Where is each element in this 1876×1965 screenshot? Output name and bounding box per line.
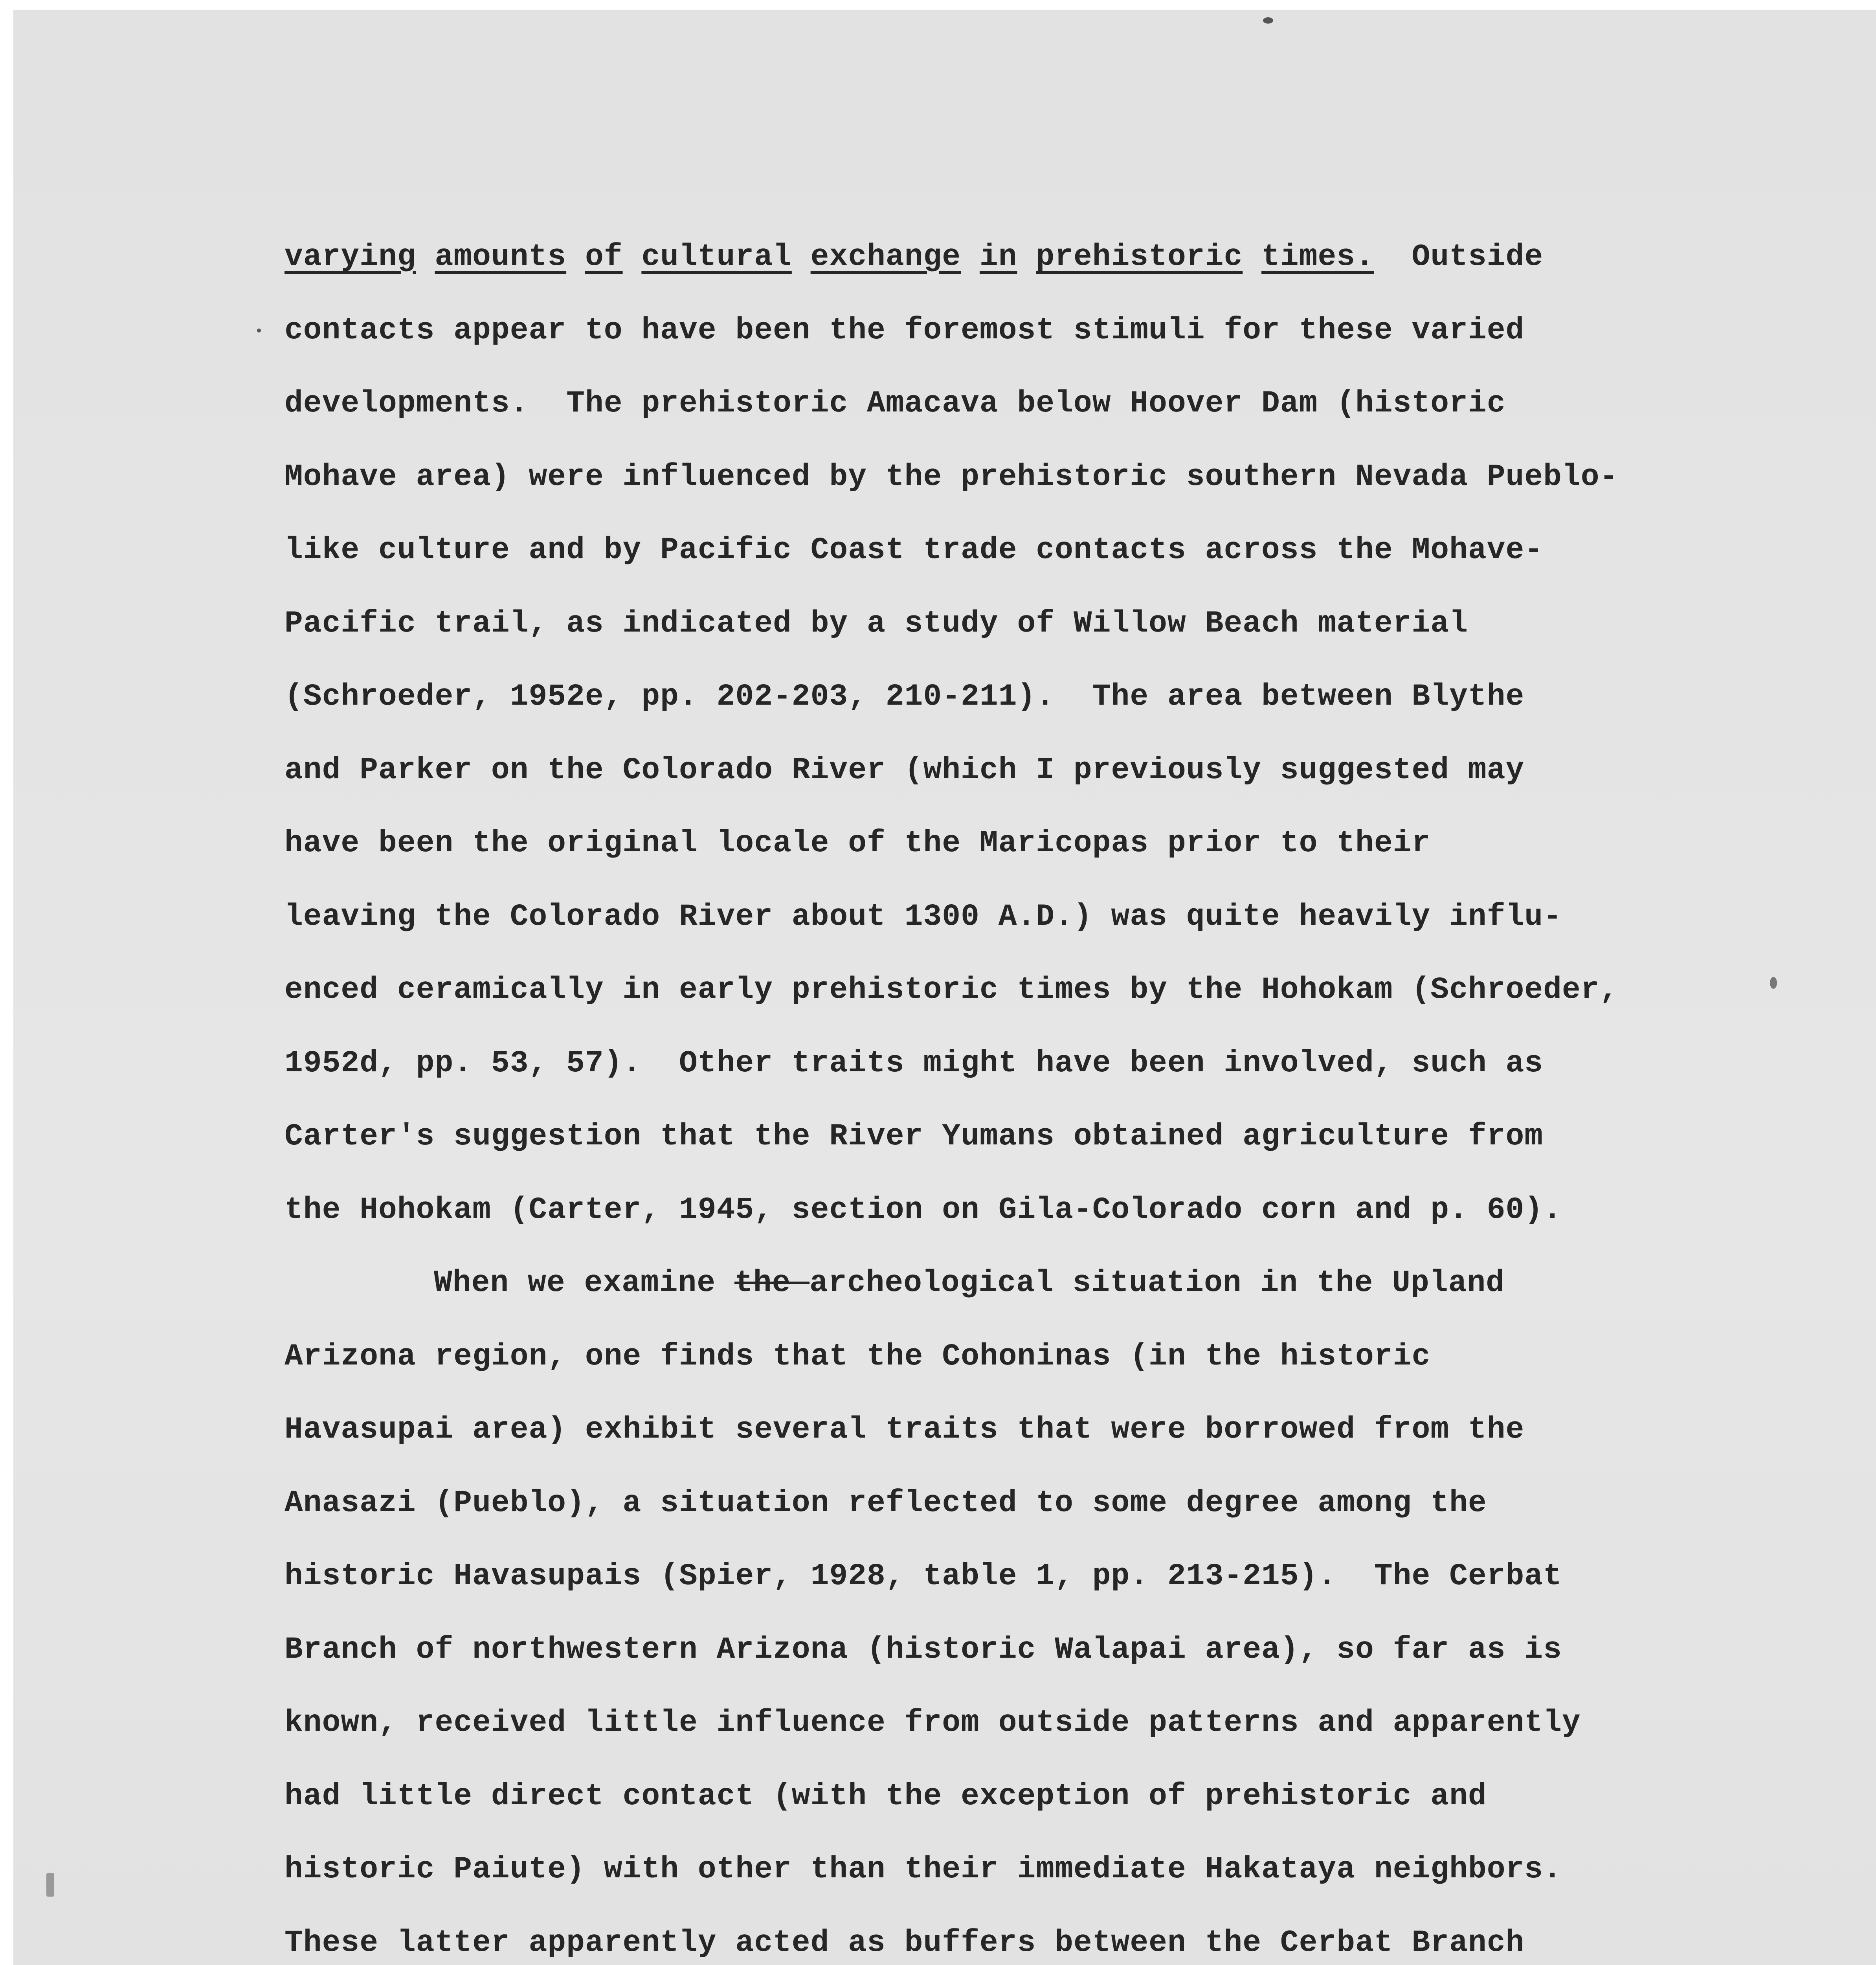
underlined-word: times. (1261, 240, 1374, 274)
text-line: Arizona region, one finds that the Cohoninas (in the historic (285, 1339, 1431, 1374)
underlined-word: varying (285, 240, 416, 274)
text-line: enced ceramically in early prehistoric times by the Hohokam (Schroeder, (285, 973, 1619, 1007)
scan-speck (46, 1873, 54, 1897)
underlined-word: cultural (641, 240, 792, 274)
text-line: the Hohokam (Carter, 1945, section on Gila-Colorado corn and p. 60). (285, 1192, 1562, 1227)
paragraph-start-line (285, 1247, 1613, 1320)
text-line: had little direct contact (with the exception of prehistoric and (285, 1779, 1487, 1814)
text-line: contacts appear to have been the foremost stimuli for these varied (285, 313, 1525, 348)
underlined-word: exchange (810, 240, 961, 274)
text-line: like culture and by Pacific Coast trade contacts across the Mohave- (285, 533, 1544, 567)
underlined-word: amounts (435, 240, 567, 274)
scan-speck (1263, 17, 1273, 24)
text-line: and Parker on the Colorado River (which I previously suggested may (285, 753, 1525, 788)
text-line: known, received little influence from outside patterns and apparently (285, 1706, 1581, 1740)
text-line (285, 220, 1613, 294)
text-line: Havasupai area) exhibit several traits that were borrowed from the (285, 1412, 1525, 1447)
text-segment: When we examine (434, 1266, 734, 1300)
text-line: 1952d, pp. 53, 57). Other traits might have been involved, such as (285, 1046, 1544, 1081)
underlined-word: prehistoric (1036, 240, 1243, 274)
scanned-page (13, 10, 1876, 1965)
struck-text: the (734, 1266, 810, 1300)
text-segment: Outside (1374, 240, 1544, 274)
text-line: historic Paiute) with other than their immediate Hakataya neighbors. (285, 1852, 1562, 1887)
text-line: Carter's suggestion that the River Yumans obtained agriculture from (285, 1119, 1544, 1154)
text-line: Pacific trail, as indicated by a study of Willow Beach material (285, 606, 1468, 641)
underlined-word: in (979, 240, 1017, 274)
text-line: Branch of northwestern Arizona (historic Walapai area), so far as is (285, 1632, 1562, 1667)
text-line: These latter apparently acted as buffers between the Cerbat Branch (285, 1925, 1525, 1960)
text-line: Anasazi (Pueblo), a situation reflected to some degree among the (285, 1486, 1487, 1521)
body-text (285, 220, 1619, 1965)
text-segment: archeological situation in the Upland (810, 1266, 1505, 1300)
text-line: developments. The prehistoric Amacava below Hoover Dam (historic (285, 386, 1506, 421)
underlined-word: of (585, 240, 623, 274)
text-line: historic Havasupais (Spier, 1928, table 1, pp. 213-215). The Cerbat (285, 1559, 1562, 1594)
text-line: (Schroeder, 1952e, pp. 202-203, 210-211). The area between Blythe (285, 679, 1525, 714)
text-line: Mohave area) were influenced by the prehistoric southern Nevada Pueblo- (285, 459, 1619, 494)
text-line: leaving the Colorado River about 1300 A.D.) was quite heavily influ- (285, 899, 1562, 934)
scan-speck (1770, 977, 1777, 989)
scan-speck (257, 329, 261, 332)
text-line: have been the original locale of the Maricopas prior to their (285, 826, 1431, 861)
